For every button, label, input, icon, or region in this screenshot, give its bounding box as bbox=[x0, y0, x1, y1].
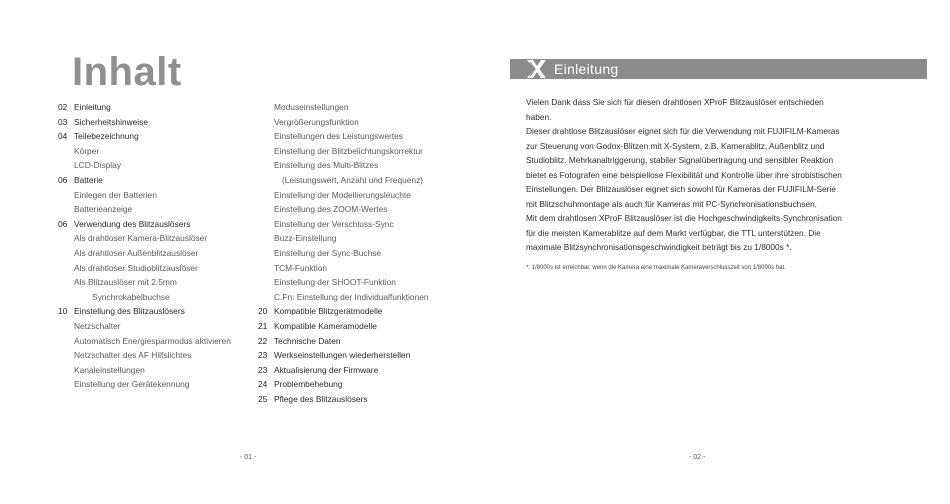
toc-entry bbox=[258, 217, 468, 232]
toc-entry-label: Einstellung der Gerätekennung bbox=[74, 379, 190, 390]
toc-entry bbox=[58, 144, 258, 159]
toc-page-number: 25 bbox=[258, 393, 268, 404]
toc-page-number: 20 bbox=[258, 306, 268, 317]
toc-page-number: 02 bbox=[58, 102, 68, 112]
toc-entry bbox=[58, 290, 258, 305]
intro-text bbox=[526, 95, 906, 255]
toc-entry bbox=[258, 144, 468, 159]
toc-entry-label: Vergrößerungsfunktion bbox=[274, 116, 359, 127]
toc-entry-label: Netzschalter bbox=[74, 320, 121, 331]
toc-entry bbox=[58, 377, 258, 392]
right-page bbox=[475, 0, 950, 504]
toc-entry bbox=[58, 100, 258, 115]
toc-entry bbox=[258, 334, 468, 349]
toc-entry-label: Als Blitzauslöser mit 2.5mm bbox=[74, 277, 177, 288]
intro-line: Einstellungen. Der Blitzauslöser eignet sich sowohl für Kameras der FUJIFILM-Serie bbox=[526, 184, 836, 194]
page-number-left: - 01 - bbox=[240, 454, 257, 461]
toc-entry-label: Batterieanzeige bbox=[74, 204, 133, 215]
toc-entry-label: Als drahtloser Kamera-Blitzauslöser bbox=[74, 233, 208, 244]
page-title: Inhalt bbox=[72, 50, 182, 94]
toc-entry bbox=[58, 202, 258, 217]
toc-entry-label: Teilebezeichnung bbox=[74, 131, 139, 142]
toc-entry bbox=[58, 246, 258, 261]
toc-entry-label: TCM-Funktion bbox=[274, 262, 328, 273]
intro-line: Mit dem drahtlosen XProF Blitzauslöser ist die Hochgeschwindigkeits-Synchronisation bbox=[526, 213, 842, 223]
toc-entry bbox=[58, 173, 258, 188]
intro-line: Studioblitz. Mehrkanaltriggerung, stabiler Signalübertragung und sensibler Reaktion bbox=[526, 155, 834, 165]
toc-entry bbox=[58, 363, 258, 378]
toc-page-number: 23 bbox=[258, 350, 268, 361]
toc-entry bbox=[258, 246, 468, 261]
toc-entry bbox=[58, 115, 258, 130]
toc-entry-label: Netzschalter des AF Hilfslichtes bbox=[74, 350, 192, 361]
toc-entry bbox=[258, 173, 468, 188]
toc-entry-label: (Leistungswert, Anzahl und Frequenz) bbox=[282, 174, 424, 185]
intro-line: Dieser drahtlose Blitzauslöser eignet sich für die Verwendung mit FUJIFILM-Kameras bbox=[526, 126, 840, 136]
toc-entry bbox=[58, 129, 258, 144]
toc-entry-label: C.Fn: Einstellung der Individualfunktionen bbox=[274, 291, 429, 302]
intro-line: für die meisten Kamerablitze auf dem Markt verfügbar, die TTL unterstützen. Die bbox=[526, 227, 821, 238]
toc-entry bbox=[58, 348, 258, 363]
toc-entry bbox=[258, 202, 468, 217]
toc-entry-label: Als drahtloser Studioblitzauslöser bbox=[74, 262, 198, 273]
toc-entry-label: Synchrokabelbuchse bbox=[92, 291, 170, 302]
toc-entry-label: Als drahtloser Außenblitzauslöser bbox=[74, 247, 199, 258]
toc-entry-label: Einstellung der Sync-Buchse bbox=[274, 247, 382, 258]
toc-entry bbox=[258, 392, 468, 407]
toc-entry-label: Pflege des Blitzauslösers bbox=[274, 393, 368, 404]
toc-entry bbox=[258, 188, 468, 203]
toc-entry bbox=[258, 348, 468, 363]
toc-entry-label: Einstellung des ZOOM-Wertes bbox=[274, 204, 388, 215]
toc-entry bbox=[258, 261, 468, 276]
toc-entry-label: Einstellung des Multi-Blitzes bbox=[274, 160, 379, 171]
toc-page-number: 22 bbox=[258, 335, 268, 346]
toc-page-number: 06 bbox=[58, 174, 68, 185]
toc-entry bbox=[258, 319, 468, 334]
toc-column-2 bbox=[258, 100, 468, 406]
toc-entry bbox=[58, 231, 258, 246]
toc-entry-label: Automatisch Energiesparmodus aktivieren bbox=[74, 335, 231, 346]
toc-entry-label: Werkseinstellungen wiederherstellen bbox=[274, 350, 411, 361]
toc-entry bbox=[58, 188, 258, 203]
toc-entry-label: Batterie bbox=[74, 174, 103, 185]
toc-entry-label: Kanaleinstellungen bbox=[74, 364, 145, 375]
toc-entry bbox=[58, 275, 258, 290]
toc-entry bbox=[258, 363, 468, 378]
toc-entry-label: Einstellungen des Leistungswertes bbox=[274, 131, 403, 142]
toc-entry-label: Einstellung des Blitzauslösers bbox=[74, 306, 185, 317]
toc-entry-label: Kompatible Kameramodelle bbox=[274, 320, 377, 331]
intro-line: Vielen Dank dass Sie sich für diesen drahtlosen XProF Blitzauslöser entschieden bbox=[526, 97, 824, 107]
toc-entry-label: Sicherheitshinweise bbox=[74, 116, 149, 127]
section-title: Einleitung bbox=[554, 61, 619, 77]
toc-page-number: 10 bbox=[58, 306, 68, 317]
toc-page-number: 21 bbox=[258, 320, 268, 331]
footnote: *: 1/8000s ist erreichbar, wenn die Kamera eine maximale Kameraverschlusszeit von 1/8000s hat. bbox=[526, 265, 786, 271]
toc-entry bbox=[58, 334, 258, 349]
toc-entry-label: Einleitung bbox=[74, 102, 111, 112]
toc-entry bbox=[258, 377, 468, 392]
toc-entry-label: Einstellung der Modellierungsleuchte bbox=[274, 189, 411, 200]
x-logo-icon bbox=[524, 59, 550, 79]
toc-entry-label: Technische Daten bbox=[274, 335, 341, 346]
toc-column-1 bbox=[58, 100, 258, 392]
toc-entry bbox=[58, 261, 258, 276]
intro-line: zur Steuerung von Godox-Blitzen mit X-System, z.B. Kamerablitz, Außenblitz und bbox=[526, 140, 825, 151]
toc-entry-label: Moduseinstellungen bbox=[274, 102, 349, 112]
toc-entry-label: Einstellung der Verschluss-Sync bbox=[274, 218, 394, 229]
intro-line: bietet es Fotografen eine beispiellose Flexibilität und Kontrolle über ihre strobistischen bbox=[526, 169, 842, 180]
toc-entry-label: Aktualisierung der Firmware bbox=[274, 364, 379, 375]
toc-entry-label: Kompatible Blitzgerätmodelle bbox=[274, 306, 383, 317]
toc-entry bbox=[258, 115, 468, 130]
toc-entry bbox=[58, 304, 258, 319]
toc-entry-label: Verwendung des Blitzauslösers bbox=[74, 218, 191, 229]
toc-entry-label: Problembehebung bbox=[274, 379, 343, 390]
toc-page-number: 06 bbox=[58, 218, 68, 229]
toc-entry bbox=[58, 319, 258, 334]
toc-entry-label: Einstellung der SHOOT-Funktion bbox=[274, 277, 396, 288]
page-number-right: - 02 - bbox=[689, 454, 706, 461]
toc-entry-label: Körper bbox=[74, 145, 100, 156]
toc-entry bbox=[258, 275, 468, 290]
toc-entry bbox=[58, 158, 258, 173]
toc-page-number: 04 bbox=[58, 131, 68, 142]
toc-entry-label: Einlegen der Batterien bbox=[74, 189, 157, 200]
toc-entry bbox=[258, 129, 468, 144]
toc-entry-label: Einstellung der Blitzbelichtungskorrektur bbox=[274, 145, 423, 156]
toc-entry bbox=[258, 290, 468, 305]
section-header bbox=[510, 59, 927, 79]
toc-page-number: 24 bbox=[258, 379, 268, 390]
toc-entry bbox=[258, 231, 468, 246]
toc-entry-label: LCD-Display bbox=[74, 160, 122, 171]
toc-page-number: 23 bbox=[258, 364, 268, 375]
toc-page-number: 03 bbox=[58, 116, 68, 127]
intro-line: haben. bbox=[526, 111, 552, 122]
toc-entry bbox=[258, 100, 468, 115]
intro-line: mit Blitzschuhmontage als auch für Kameras mit PC-Synchronisationsbuchsen. bbox=[526, 198, 817, 209]
toc-entry bbox=[58, 217, 258, 232]
intro-line: maximale Blitzsynchronisationsgeschwindigkeit beträgt bis zu 1/8000s *. bbox=[526, 242, 792, 252]
toc-entry bbox=[258, 158, 468, 173]
toc-entry-label: Buzz-Einstellung bbox=[274, 233, 337, 244]
toc-entry bbox=[258, 304, 468, 319]
